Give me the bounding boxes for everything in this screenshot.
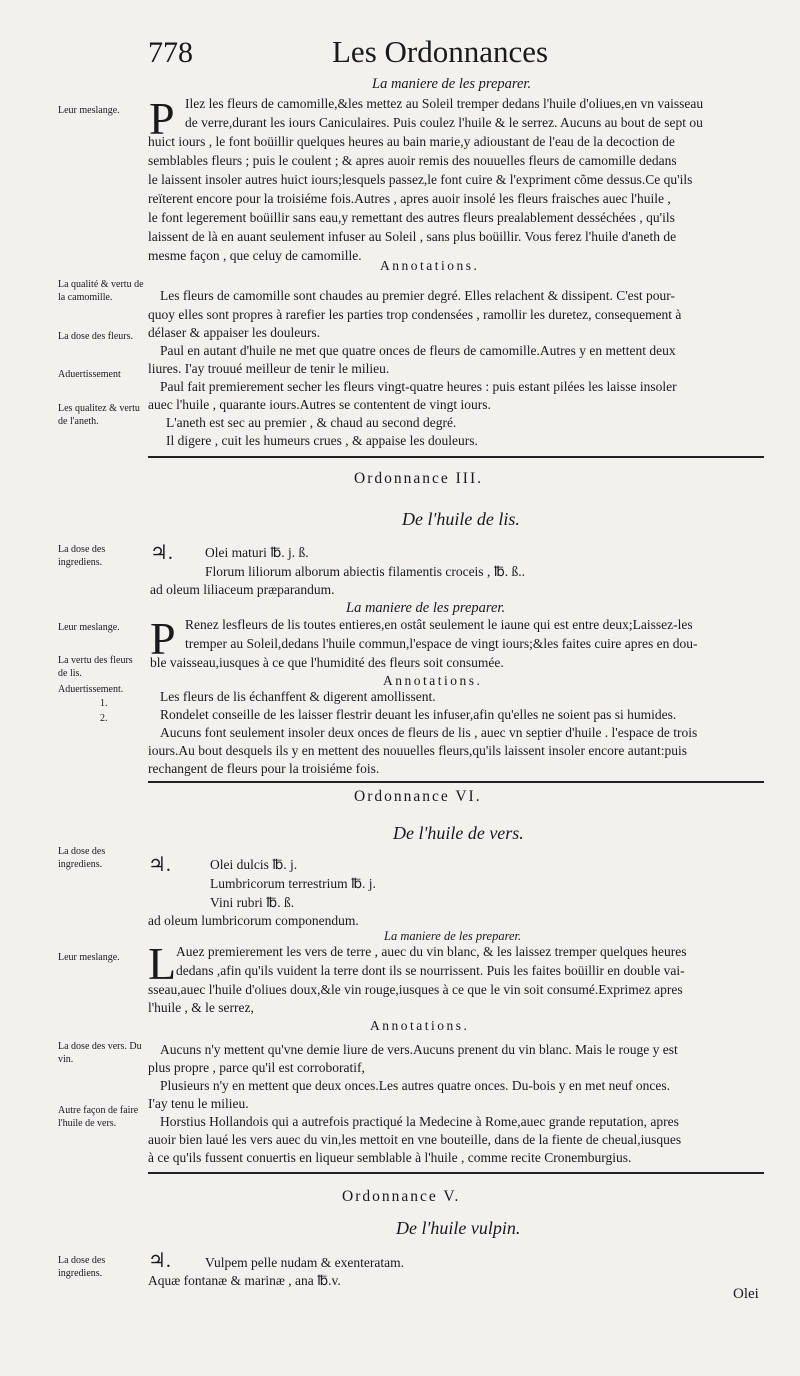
text-line: huict iours , le font boüillir quelques heures au bain marie,y adioustant de l'eau de la decoction de <box>148 134 675 149</box>
text-line: quoy elles sont propres à rarefier les parties trop condensées , ramollir les duretez, consequement à <box>148 307 682 322</box>
text-line: le laissent insoler autres huict iours;lesquels passez,le font cuire & l'expriment cõme dessus.Ce qu'ils <box>148 172 693 187</box>
section-subheading: La maniere de les preparer. <box>372 76 532 92</box>
annotations-heading: Annotations. <box>383 673 483 688</box>
text-line: liures. I'ay trouué meilleur de tenir le milieu. <box>148 361 390 376</box>
text-line: auec l'huile , quarante iours.Autres se contentent de vingt iours. <box>148 397 491 412</box>
ordonnance-title: De l'huile vulpin. <box>396 1218 521 1238</box>
margin-note: Leur meslange. <box>58 622 120 633</box>
recipe-symbol: ♃. <box>148 854 171 876</box>
page-title: Les Ordonnances <box>332 34 549 69</box>
margin-note: Autre façon de faire l'huile de vers. <box>58 1105 139 1129</box>
recipe-line: Lumbricorum terrestrium ℔. j. <box>210 876 376 891</box>
annotations-heading: Annotations. <box>370 1018 470 1033</box>
text-line: Rondelet conseille de les laisser flestrir deuant les infuser,afin qu'elles ne soient pas si humides. <box>160 707 677 722</box>
margin-note: La dose des fleurs. <box>58 331 133 342</box>
recipe-line: ad oleum lumbricorum componendum. <box>148 913 359 928</box>
margin-note: 2. <box>100 713 108 724</box>
margin-note: 1. <box>100 698 108 709</box>
drop-cap: L <box>148 938 177 989</box>
ordonnance-heading: Ordonnance III. <box>354 470 483 487</box>
recipe-line: Olei maturi ℔. j. ß. <box>205 545 309 560</box>
text-line: Paul en autant d'huile ne met que quatre onces de fleurs de camomille.Autres y en mettent deux <box>160 343 676 358</box>
section-divider <box>148 456 764 458</box>
recipe-line: Vulpem pelle nudam & exenteratam. <box>205 1255 404 1270</box>
recipe-line: ad oleum liliaceum præparandum. <box>150 582 335 597</box>
drop-cap: P <box>150 613 176 664</box>
text-line: Aucuns n'y mettent qu'vne demie liure de vers.Aucuns prenent du vin blanc. Mais le rouge y est <box>160 1042 678 1057</box>
text-line: sseau,auec l'huile d'oliues doux,&le vin rouge,iusques à ce que le vin soit consumé.Exprimez apres <box>148 982 683 997</box>
text-line: Paul fait premierement secher les fleurs vingt-quatre heures : puis estant pilées les laisse insoler <box>160 379 677 394</box>
text-line: iours.Au bout desquels ils y en mettent des nouuelles fleurs,qu'ils laissent insoler encore autant:puis <box>148 743 687 758</box>
section-divider <box>148 781 764 783</box>
margin-note: Leur meslange. <box>58 952 120 963</box>
text-line: dedans ,afin qu'ils vuident la terre dont ils se nourrissent. Puis les faites boüillir en double vai- <box>176 963 685 978</box>
ordonnance-heading: Ordonnance V. <box>342 1188 461 1205</box>
text-line: Horstius Hollandois qui a autrefois practiqué la Medecine à Rome,auec grande reputation, apres <box>160 1114 679 1129</box>
text-line: rechangent de fleurs pour la troisiéme fois. <box>148 761 380 776</box>
text-line: I'ay tenu le milieu. <box>148 1096 249 1111</box>
section-divider <box>148 1172 764 1174</box>
margin-note: La dose des ingrediens. <box>58 1255 106 1279</box>
text-line: semblables fleurs ; puis le coulent ; & apres auoir remis des nouuelles fleurs de camomille dedans <box>148 153 677 168</box>
margin-note: La dose des vers. Du vin. <box>58 1041 142 1065</box>
text-line: Les fleurs de lis échanffent & digerent amollissent. <box>160 689 436 704</box>
drop-cap: P <box>149 93 175 144</box>
text-line: Il digere , cuit les humeurs crues , & appaise les douleurs. <box>166 433 478 448</box>
recipe-line: Aquæ fontanæ & marinæ , ana ℔.v. <box>148 1273 341 1288</box>
recipe-symbol: ♃. <box>148 1250 171 1272</box>
recipe-line: Vini rubri ℔. ß. <box>210 895 295 910</box>
text-line: plus propre , parce qu'il est corroboratif, <box>148 1060 365 1075</box>
text-line: Les fleurs de camomille sont chaudes au premier degré. Elles relachent & dissipent. C'est pour- <box>160 288 675 303</box>
text-line: L'aneth est sec au premier , & chaud au second degré. <box>166 415 457 430</box>
text-line: l'huile , & le serrez, <box>148 1000 254 1015</box>
ordonnance-title: De l'huile de vers. <box>393 823 524 843</box>
ordonnance-heading: Ordonnance VI. <box>354 788 482 805</box>
text-line: auoir bien laué les vers auec du vin,les mettoit en vne bouteille, dans de la fiente de cheual,iusques <box>148 1132 682 1147</box>
text-line: Renez lesfleurs de lis toutes entieres,en ostât seulement le iaune qui est entre deux;Laissez-les <box>185 617 693 632</box>
text-line: reïterent encore pour la troisiéme fois.Autres , apres auoir insolé les fleurs fraisches auec l'huile , <box>148 191 671 206</box>
recipe-line: Olei dulcis ℔. j. <box>210 857 298 872</box>
ordonnance-title: De l'huile de lis. <box>402 509 520 529</box>
section-subheading: La maniere de les preparer. <box>384 929 522 943</box>
margin-note: La dose des ingrediens. <box>58 544 106 568</box>
text-line: Ilez les fleurs de camomille,&les mettez au Soleil tremper dedans l'huile d'oliues,en vn vaisseau <box>185 96 704 111</box>
text-line: Aucuns font seulement insoler deux onces de fleurs de lis , auec vn septier d'huile . l'espace de trois <box>160 725 698 740</box>
margin-note: La dose des ingrediens. <box>58 846 106 870</box>
text-line: délaser & appaiser les douleurs. <box>148 325 321 340</box>
section-subheading: La maniere de les preparer. <box>346 600 506 616</box>
margin-note: La qualité & vertu de la camomille. <box>58 279 144 303</box>
text-line: tremper au Soleil,dedans l'huile commun,l'espace de vingt iours;&les faites cuire apres en dou- <box>185 636 698 651</box>
text-line: à ce qu'ils fussent conuertis en liqueur semblable à l'huile , comme recite Cronemburgius. <box>148 1150 632 1165</box>
recipe-symbol: ♃. <box>150 542 173 564</box>
margin-note: Leur meslange. <box>58 105 120 116</box>
catchword: Olei <box>733 1286 759 1302</box>
text-line: laissent de là en auant seulement infuser au Soleil , sans plus boüillir. Vous ferez l'huile d'aneth de <box>148 229 677 244</box>
margin-note: Les qualitez & vertu de l'aneth. <box>58 403 140 427</box>
text-line: ble vaisseau,iusques à ce que l'humidité des fleurs soit consumée. <box>150 655 504 670</box>
margin-note: Aduertissement <box>58 369 121 380</box>
text-line: mesme façon , que celuy de camomille. <box>148 248 362 263</box>
margin-note: Aduertissement. <box>58 684 124 695</box>
margin-note: La vertu des fleurs de lis. <box>58 655 133 679</box>
text-line: Plusieurs n'y en mettent que deux onces.Les autres quatre onces. Du-bois y en met neuf onces. <box>160 1078 671 1093</box>
text-line: Auez premierement les vers de terre , auec du vin blanc, & les laissez tremper quelques heures <box>176 944 687 959</box>
text-line: de verre,durant les iours Caniculaires. Puis coulez l'huile & le serrez. Aucuns au bout de sept ou <box>185 115 703 130</box>
recipe-line: Florum liliorum alborum abiectis filamentis croceis , ℔. ß.. <box>205 564 525 579</box>
annotations-heading: Annotations. <box>380 258 480 273</box>
text-line: le font legerement boüillir sans eau,y remettant des autres fleurs prealablement desséchées , qu'ils <box>148 210 675 225</box>
page-number: 778 <box>148 36 193 69</box>
